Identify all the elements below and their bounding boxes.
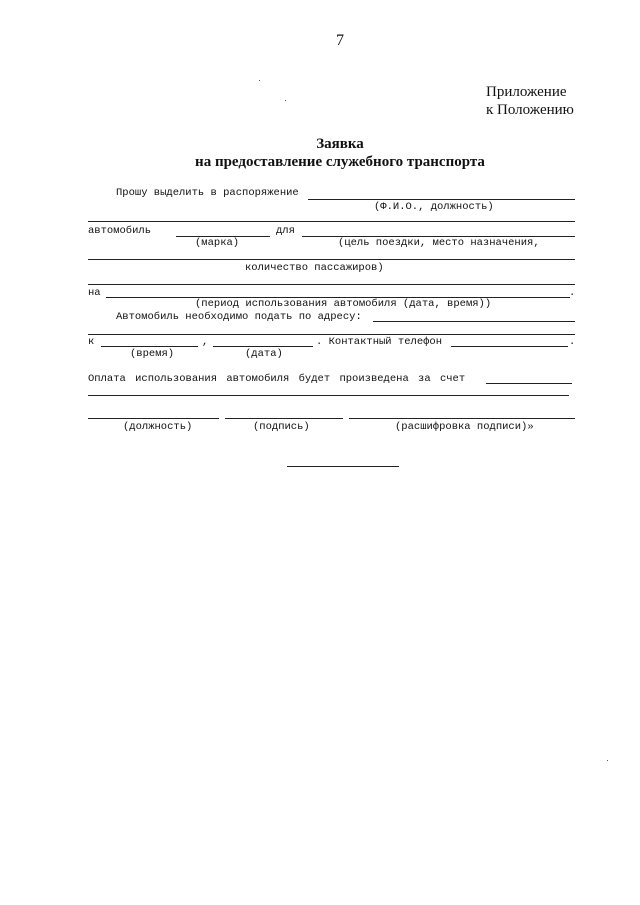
scan-speck [259,80,260,81]
extra-line[interactable] [88,284,575,285]
appendix-label: Приложение [486,84,567,100]
appendix-reference: к Положению [486,102,574,118]
position-line[interactable] [88,418,219,419]
purpose-continuation-line[interactable] [88,259,575,260]
phone-label: . Контактный телефон [316,336,443,348]
payment-label: Оплата использования автомобиля будет произведена за счет [88,373,466,385]
period-caption: (период использования автомобиля (дата, время)) [195,298,492,310]
closing-separator [287,466,399,467]
brand-caption: (марка) [195,237,240,249]
document-subtitle: на предоставление служебного транспорта [195,154,485,170]
page-number: 7 [336,32,344,49]
payment-line[interactable] [486,383,572,384]
on-label: на [88,287,101,299]
time-line[interactable] [101,346,198,347]
fio-line[interactable] [308,199,575,200]
position-caption: (должность) [123,421,193,433]
phone-line[interactable] [451,346,568,347]
signature-line[interactable] [225,418,343,419]
scan-speck [285,100,286,101]
address-line[interactable] [373,321,575,322]
period-end-dot: . [569,287,576,299]
signature-caption: (подпись) [253,421,310,433]
passengers-caption: количество пассажиров) [245,262,384,274]
payment-continuation-line[interactable] [88,395,569,396]
purpose-caption: (цель поездки, место назначения, [338,237,540,249]
car-label: автомобиль [88,225,152,237]
fio-caption: (Ф.И.О., должность) [374,201,494,213]
request-prefix: Прошу выделить в распоряжение [116,187,299,199]
k-label: к [88,336,95,348]
phone-end-dot: . [569,336,576,348]
date-line[interactable] [213,346,313,347]
decoding-line[interactable] [349,418,575,419]
date-caption: (дата) [245,348,283,360]
decoding-caption: (расшифровка подписи)» [395,421,534,433]
for-label: для [276,225,295,237]
scan-speck [607,760,608,761]
time-caption: (время) [130,348,175,360]
document-title: Заявка [316,136,364,152]
address-label: Автомобиль необходимо подать по адресу: [116,311,362,323]
fio-continuation-line[interactable] [88,221,575,222]
address-continuation-line[interactable] [88,334,575,335]
time-date-comma: , [202,336,209,348]
